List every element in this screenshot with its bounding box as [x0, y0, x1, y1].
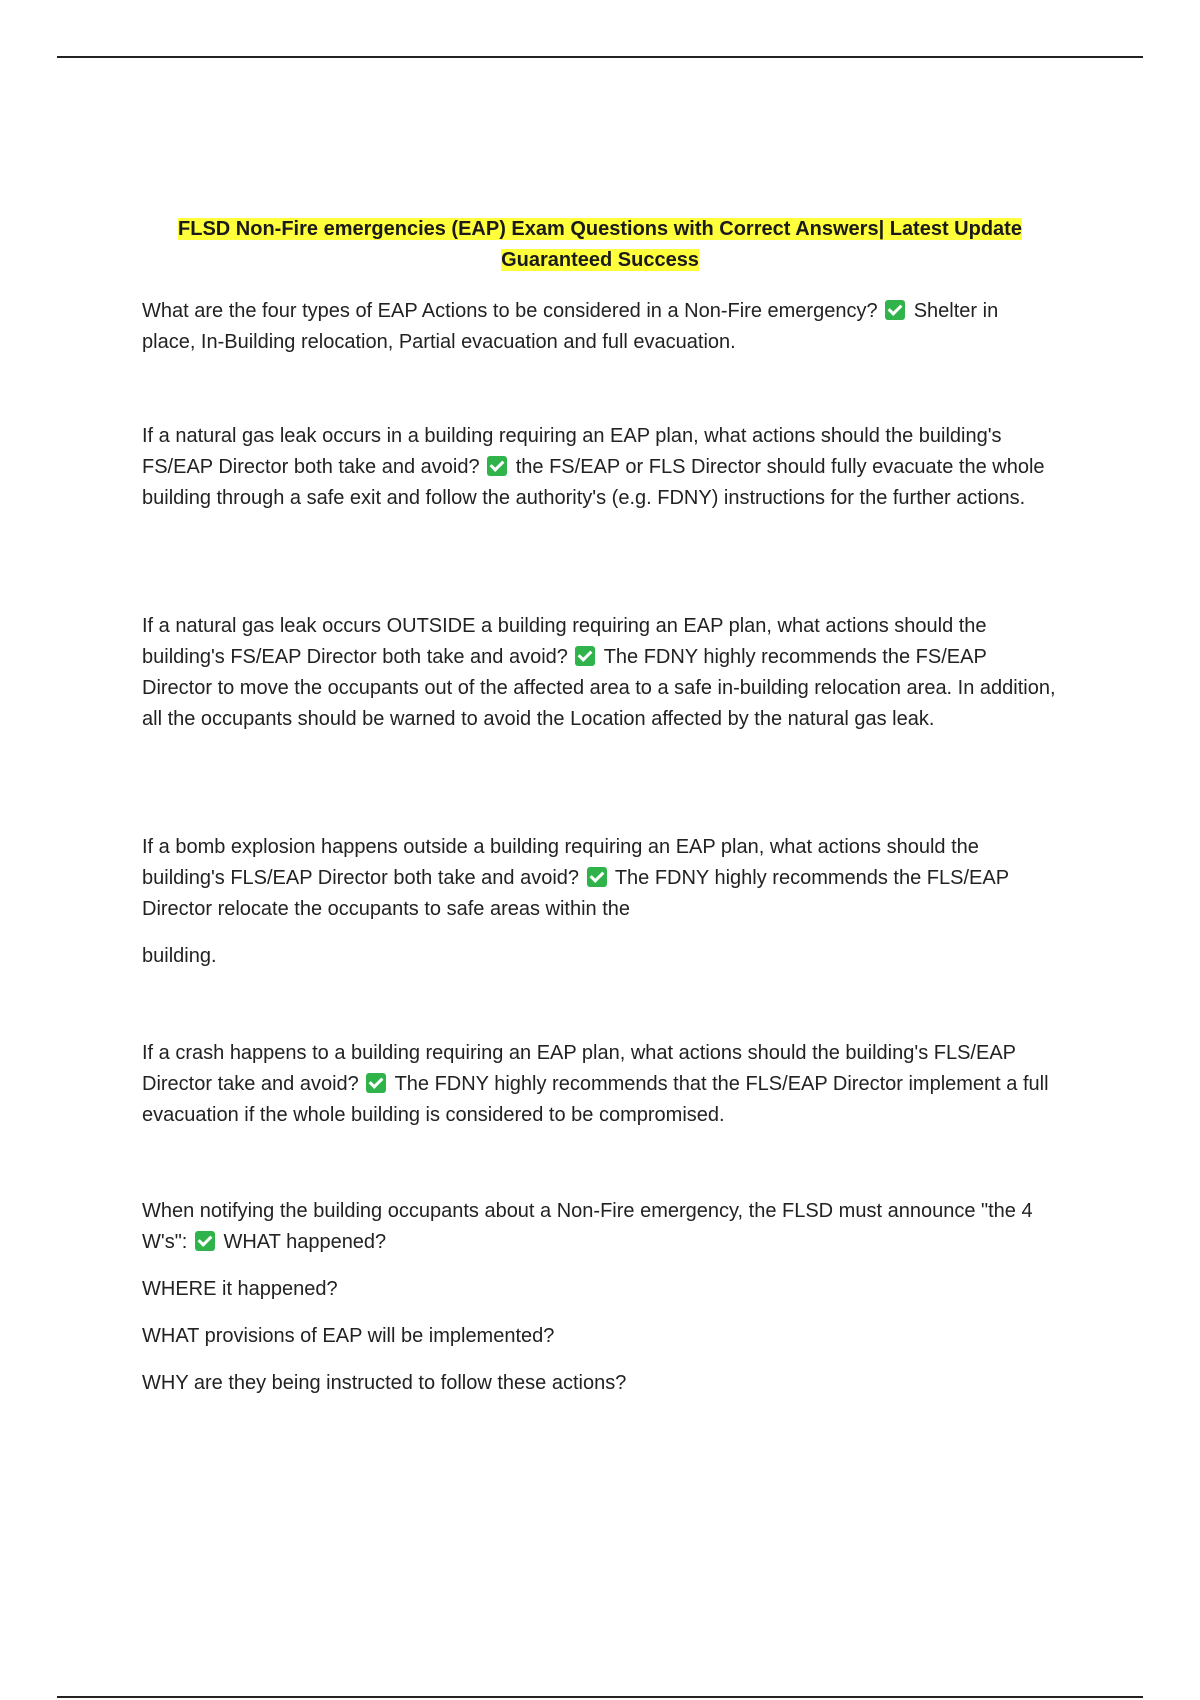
- answer-text: the FS/EAP or FLS Director should fully evacuate the whole building through a safe exit and follow the authority's (e.g. FDNY) instructions for the further actions.: [142, 456, 1045, 509]
- question-text: When notifying the building occupants about a Non-Fire emergency, the FLSD must announce "the 4 W's":: [142, 1200, 1033, 1253]
- qa-item-5: [142, 1038, 1057, 1131]
- question-text: If a crash happens to a building requiring an EAP plan, what actions should the building's FLS/EAP Director take and avoid?: [142, 1042, 1016, 1095]
- question-text: What are the four types of EAP Actions to be considered in a Non-Fire emergency?: [142, 300, 878, 322]
- question-text: If a bomb explosion happens outside a building requiring an EAP plan, what actions should the building's FLS/EAP Director both take and avoid?: [142, 836, 979, 889]
- qa-item-2: [142, 421, 1057, 514]
- answer-text: The FDNY highly recommends the FS/EAP Director to move the occupants out of the affected area to a safe in-building relocation area. In addition, all the occupants should be warned to avoid the Location affected by the natural gas leak.: [142, 646, 1056, 730]
- qa-item-6: [142, 1196, 1057, 1399]
- check-mark-icon: [885, 300, 905, 320]
- answer-continuation: WHAT provisions of EAP will be implemented?: [142, 1325, 555, 1347]
- answer-text: The FDNY highly recommends the FLS/EAP Director relocate the occupants to safe areas within the: [142, 867, 1009, 920]
- answer-text: WHAT happened?: [223, 1231, 387, 1253]
- qa-item-1: [142, 296, 1057, 358]
- answer-continuation: WHERE it happened?: [142, 1278, 338, 1300]
- check-mark-icon: [195, 1231, 215, 1251]
- top-rule: [57, 56, 1143, 58]
- title-line-1: FLSD Non-Fire emergencies (EAP) Exam Questions with Correct Answers| Latest Update: [178, 218, 1022, 240]
- qa-item-3: [142, 611, 1057, 735]
- check-mark-icon: [587, 867, 607, 887]
- question-text: If a natural gas leak occurs in a building requiring an EAP plan, what actions should the building's FS/EAP Director both take and avoid?: [142, 425, 1002, 478]
- answer-continuation: WHY are they being instructed to follow these actions?: [142, 1372, 627, 1394]
- check-mark-icon: [366, 1073, 386, 1093]
- document-title: [140, 214, 1060, 276]
- answer-text: The FDNY highly recommends that the FLS/EAP Director implement a full evacuation if the whole building is considered to be compromised.: [142, 1073, 1049, 1126]
- check-mark-icon: [575, 646, 595, 666]
- answer-text: Shelter in place, In-Building relocation, Partial evacuation and full evacuation.: [142, 300, 999, 353]
- question-text: If a natural gas leak occurs OUTSIDE a building requiring an EAP plan, what actions should the building's FS/EAP Director both take and avoid?: [142, 615, 987, 668]
- bottom-rule: [57, 1696, 1143, 1698]
- check-mark-icon: [487, 456, 507, 476]
- qa-item-4: [142, 832, 1057, 972]
- title-line-2: Guaranteed Success: [501, 249, 699, 271]
- answer-continuation: building.: [142, 945, 217, 967]
